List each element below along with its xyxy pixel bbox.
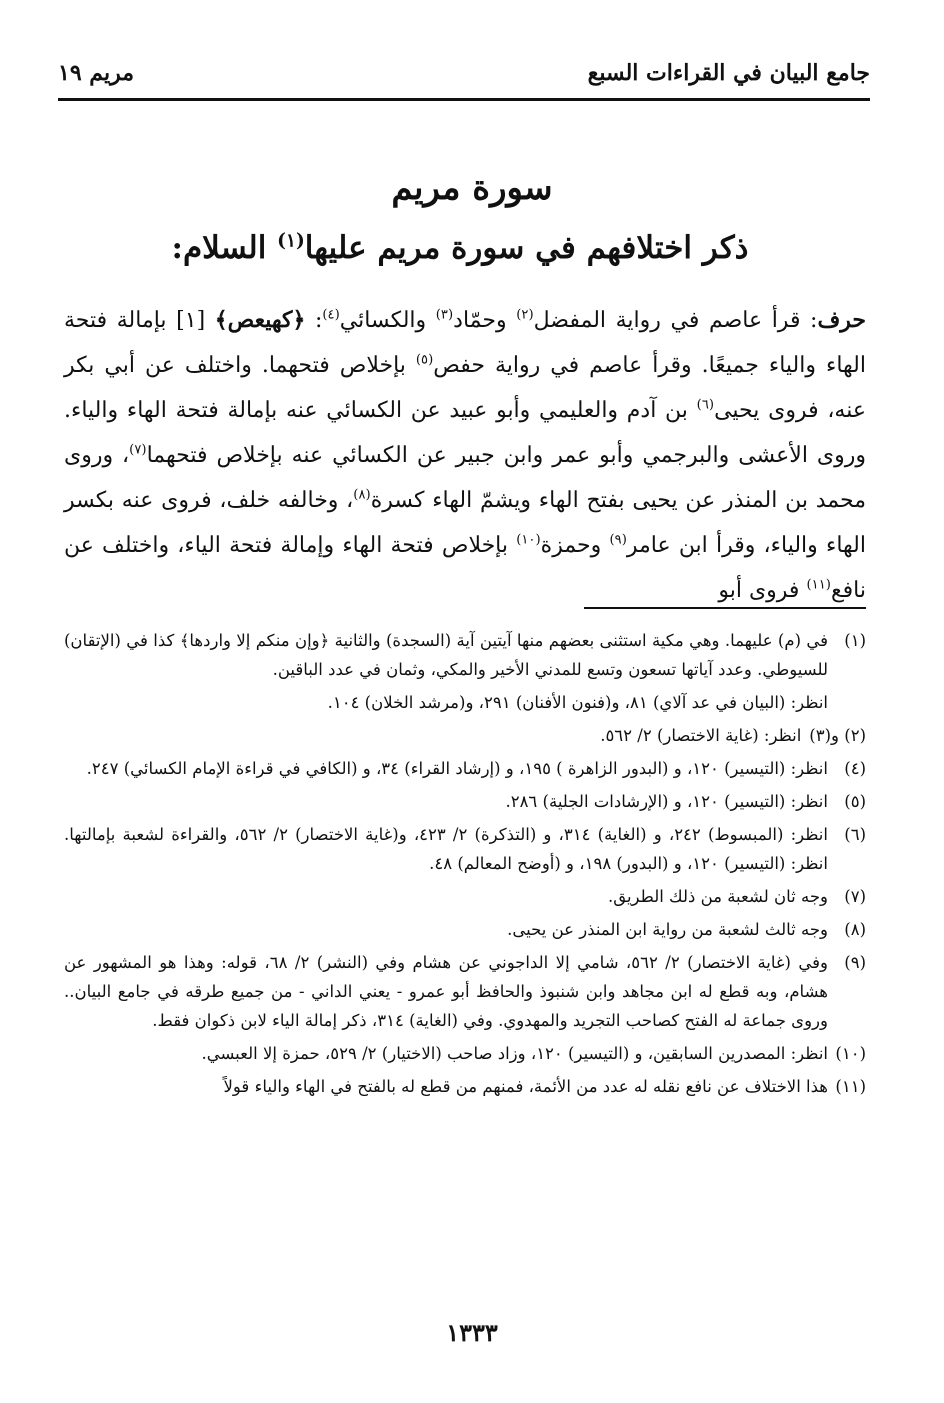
text-run: بن آدم والعليمي وأبو عبيد عن الكسائي عنه بإمالة فتحة الهاء والياء. وروى الأعشى والبرجمي وأبو عمر وابن جبير عن الكسائي عنه بإخلاص فتحهما [64, 398, 867, 468]
footnote-marker: (٥) [415, 352, 434, 368]
footnote-marker: (٤) [322, 307, 340, 323]
text-run: بإخلاص فتحهما. واختلف عن أبي بكر عنه، فروى يحيى [64, 353, 866, 423]
footnote-number: (٦) [844, 825, 866, 844]
footnote [64, 787, 866, 816]
footnote [64, 721, 866, 750]
footnote-marker: (٧) [129, 442, 147, 458]
main-paragraph [64, 298, 866, 613]
footnote-number: (٢) و(٣) [809, 726, 866, 745]
text-run: وحمّاد [453, 308, 517, 333]
footnote-text: وجه ثالث لشعبة من رواية ابن المنذر عن يحيى. [507, 920, 828, 939]
text-run: : [305, 308, 323, 333]
footnote [64, 1039, 866, 1068]
footnote-marker: (٣) [435, 307, 454, 323]
footnote-number: (٧) [844, 887, 866, 906]
footnote [64, 820, 866, 878]
text-run: وحمزة [540, 533, 610, 558]
footnote [64, 915, 866, 944]
harf-label: حرف [817, 307, 867, 333]
footnote-number: (٤) [844, 759, 866, 778]
footnote-marker: (٨) [353, 487, 371, 503]
text-run: ، وخالفه خلف، فروى عنه بكسر الهاء والياء، وقرأ ابن عامر [64, 488, 866, 558]
footnote-marker: (١١) [806, 577, 831, 593]
footnote [64, 754, 866, 783]
footnote-text: وجه ثان لشعبة من ذلك الطريق. [607, 887, 828, 906]
text-run: [١] بإمالة فتحة الهاء والياء جميعًا. وقرأ عاصم في رواية حفص [64, 308, 866, 378]
text-run: فروى أبو [718, 578, 807, 603]
footnote [64, 1072, 866, 1101]
footnote-marker: (٩) [609, 532, 627, 548]
footnote-text: انظر: (غاية الاختصار) ٢/ ٥٦٢. [600, 726, 802, 745]
quran-word: ﴿كهيعص﴾ [214, 307, 306, 333]
text-run: والكسائي [339, 308, 436, 333]
book-title: جامع البيان في القراءات السبع [587, 60, 870, 86]
footnote-marker: (٦) [696, 397, 715, 413]
footnote [64, 688, 866, 717]
surah-title: سورة مريم [391, 168, 553, 208]
footnote-number: (١) [844, 631, 866, 650]
footnote-text: انظر: (البيان في عد آلاي) ٨١، و(فنون الأفنان) ٢٩١، و(مرشد الخلان) ١٠٤. [327, 693, 828, 712]
footnote-number: (٩) [844, 953, 867, 972]
footnote-number: (١٠) [835, 1044, 866, 1063]
footnote-text: انظر: (التيسير) ١٢٠، و (البدور الزاهرة ) ١٩٥، و (إرشاد القراء) ٣٤، و (الكافي في قراءة الإمام الكسائي) ٢٤٧. [86, 759, 828, 778]
section-heading-end: السلام: [171, 230, 278, 266]
surah-label: مريم ١٩ [58, 60, 134, 86]
footnote-text: وفي (غاية الاختصار) ٢/ ٥٦٢، شامي إلا الداجوني عن هشام وفي (النشر) ٢/ ٦٨، قوله: وهذا هو المشهور عن هشام، وبه قطع له ابن مجاهد وابن شنبوذ والحافظ أبو عمرو - يعني الداني - من جميع طرقه في جامع البيان.. وروى جماعة له الفتح كصاحب التجريد والمهدوي. وفي (الغاية) ٣١٤، ذكر إمالة الياء لابن ذكوان فقط. [64, 953, 829, 1030]
footnote-marker: (١٠) [516, 532, 541, 548]
footnote-separator [584, 607, 866, 609]
footnote [64, 882, 866, 911]
footnote-text: هذا الاختلاف عن نافع نقله له عدد من الأئمة، فمنهم من قطع له بالفتح في الهاء والياء قولاً [223, 1077, 828, 1096]
footnote [64, 948, 866, 1035]
page-number: ١٣٣٣ [446, 1318, 498, 1347]
footnote-text: انظر: (التيسير) ١٢٠، و (الإرشادات الجلية) ٢٨٦. [505, 792, 828, 811]
footnote-number: (٨) [844, 920, 866, 939]
footnote-number: (١١) [835, 1077, 866, 1096]
footnote-text: انظر: (المبسوط) ٢٤٢، و (الغاية) ٣١٤، و (التذكرة) ٢/ ٤٢٣، و(غاية الاختصار) ٢/ ٥٦٢، والقراءة لشعبة بإمالتها. انظر: (التيسير) ١٢٠، و (البدور) ١٩٨، و (أوضح المعالم) ٤٨. [64, 825, 828, 873]
text-run: بإخلاص فتحة الهاء وإمالة فتحة الياء، واختلف عن نافع [64, 533, 866, 603]
footnote [64, 626, 866, 684]
text-run: ، وروى محمد بن المنذر عن يحيى بفتح الهاء ويشمّ الهاء كسرة [64, 443, 866, 513]
footnote-text: انظر: المصدرين السابقين، و (التيسير) ١٢٠، وزاد صاحب (الاختيار) ٢/ ٥٢٩، حمزة إلا العبسي. [201, 1044, 828, 1063]
footnote-text: في (م) عليهما. وهي مكية استثنى بعضهم منها آيتين آية (السجدة) والثانية ﴿وإن منكم إلا واردها﴾ كذا في (الإتقان) للسيوطي. وعدد آياتها تسعون وتسع للمدني الأخير والمكي، وثمان في عدد الباقين. [64, 631, 828, 679]
footnote-marker: (٢) [516, 307, 534, 323]
footnote-marker: (١) [277, 230, 305, 252]
section-heading [60, 230, 860, 266]
footnotes [64, 626, 866, 1105]
footnote-number: (٥) [844, 792, 866, 811]
text-run: : قرأ عاصم في رواية المفضل [533, 308, 818, 333]
section-heading-text: ذكر اختلافهم في سورة مريم عليها [304, 230, 749, 266]
running-header [58, 58, 870, 101]
